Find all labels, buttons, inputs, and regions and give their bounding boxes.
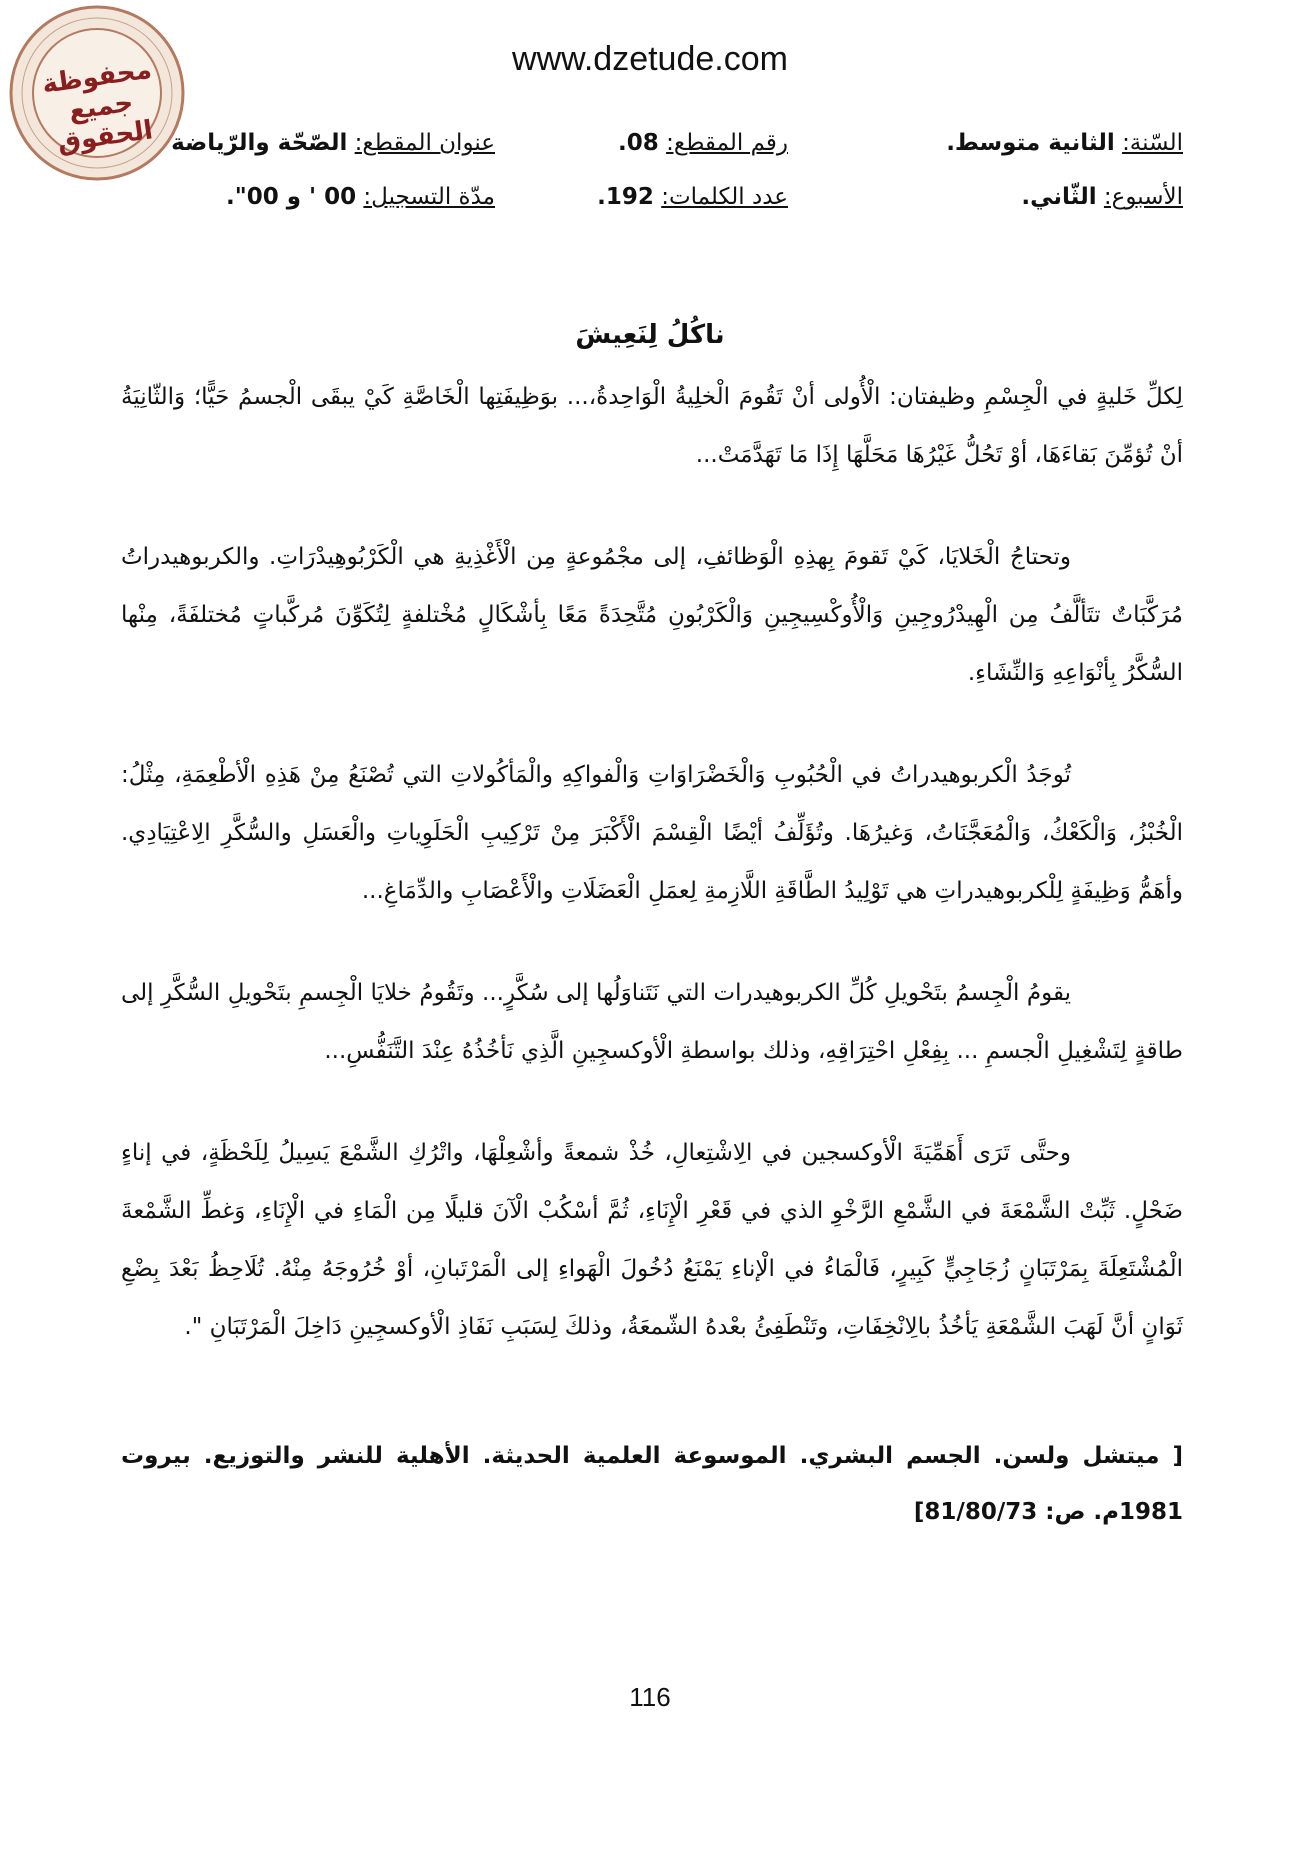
year-label: السّنة: bbox=[1122, 130, 1183, 156]
segment-number-value: 08. bbox=[618, 130, 659, 156]
segment-number-label: رقم المقطع: bbox=[666, 130, 788, 156]
word-count-value: 192. bbox=[597, 184, 654, 210]
segment-number-field bbox=[618, 130, 788, 156]
paragraph: تُوجَدُ الْكربوهيدراتُ في الْحُبُوبِ وَالْخَضْرَاوَاتِ وَالْفواكِهِ والْمَأكُولاتِ التي تُصْنَعُ مِنْ هَذِهِ الْأطْعِمَةِ، مِثْلُ: الْخُبْزُ، وَالْكَعْكُ، وَالْمُعَجَّنَاتُ، وَغيرُهَا. وتُؤَلِّفُ أيْضًا الْقِسْمَ الْأَكْبَرَ مِنْ تَرْكِيبِ الْحَلَوِياتِ والْعَسَلِ والسُّكَّرِ الِاعْتِيَادِي. وأهَمُّ وَظِيفَةٍ لِلْكربوهيدراتِ هي تَوْلِيدُ الطَّاقَةِ اللَّازِمةِ لِعمَلِ الْعَضَلَاتِ والْأَعْصَابِ والدِّمَاغِ... bbox=[121, 762, 1183, 904]
week-value: الثّاني. bbox=[1021, 184, 1097, 210]
text-title: ناكُلُ لِنَعِيشَ bbox=[575, 320, 725, 350]
week-label: الأسبوع: bbox=[1103, 184, 1183, 210]
stamp-text: محفوظة جميع الحقوق bbox=[40, 54, 155, 159]
duration-value: 00 ' و 00". bbox=[225, 184, 357, 210]
paragraph: يقومُ الْجِسمُ بتَحْويلِ كُلِّ الكربوهيدرات التي نَتَناوَلُها إلى سُكَّرٍ... وتَقُومُ خلايَا الْجِسمِ بتَحْويلِ السُّكَّرِ إلى طاقةٍ لِتَشْغِيلِ الْجسمِ ... بِفِعْلِ احْتِرَاقِهِ، وذلك بواسطةِ الْأوكسجِينِ الَّذِي نَأخُذُهُ عِنْدَ التَّنَفُّسِ... bbox=[121, 980, 1183, 1064]
meta-row-2 bbox=[117, 184, 1183, 220]
site-url: www.dzetude.com bbox=[512, 40, 788, 78]
word-count-label: عدد الكلمات: bbox=[661, 184, 788, 210]
duration-label: مدّة التسجيل: bbox=[363, 184, 495, 210]
duration-field bbox=[226, 184, 495, 210]
reference-citation: [ ميتشل ولسن. الجسم البشري. الموسوعة العلمية الحديثة. الأهلية للنشر والتوزيع. بيروت 1981م. ص: 81/80/73] bbox=[121, 1443, 1183, 1525]
word-count-field bbox=[597, 184, 788, 210]
paragraph: وتحتاجُ الْخَلايَا، كَيْ تَقومَ بِهذِهِ الْوَظائفِ، إلى مجْمُوعةٍ مِن الْأَغْذِيةِ هي الْكَرْبُوهِيدْرَاتِ. والكربوهيدراتُ مُرَكَّبَاتٌ تتَألَّفُ مِن الْهِيدْرُوجِينِ وَالْأُوكْسِيجِينِ وَالْكَرْبُونِ مُتَّحِدَةً مَعًا بِأشْكَالٍ مُخْتلفةٍ لِتُكَوِّنَ مُركَّباتٍ مُختلفَةً، مِنْها السُّكَّرُ بِأنْوَاعِهِ وَالنِّشَاءِ. bbox=[121, 544, 1183, 686]
meta-row-1 bbox=[117, 130, 1183, 166]
segment-title-field bbox=[171, 130, 495, 156]
year-value: الثانية متوسط. bbox=[946, 130, 1115, 156]
page-number: 116 bbox=[629, 1682, 671, 1712]
text-body bbox=[121, 368, 1183, 1400]
year-field bbox=[946, 130, 1183, 156]
week-field bbox=[1021, 184, 1183, 210]
paragraph: لِكلِّ خَليةٍ في الْجِسْمِ وظيفتان: الْأُولى أنْ تَقُومَ الْخلِيةُ الْوَاحِدةُ،... بوَظِيفَتِها الْخَاصَّةِ كَيْ يبقَى الْجسمُ حَيًّا؛ وَالثّانِيَةُ أنْ تُؤمِّنَ بَقاءَهَا، أوْ تَحُلُّ غَيْرُهَا مَحَلَّهَا إِذَا مَا تَهَدَّمَتْ... bbox=[121, 384, 1183, 468]
paragraph: وحتَّى تَرَى أَهَمِّيَةَ الْأوكسجين في الِاشْتِعالِ، خُذْ شمعةً وأشْعِلْهَا، واتْرُكِ الشَّمْعَ يَسِيلُ لِلَحْظَةٍ، في إناءٍ ضَحْلٍ. ثَبِّتْ الشَّمْعَةَ في الشَّمْعِ الرَّخْوِ الذي في قَعْرِ الْإِنَاءِ، ثُمَّ أسْكُبْ الْآنَ قليلًا مِن الْمَاءِ في الْإِنَاءِ، وَغطِّ الشَّمْعةَ الْمُشْتَعِلَةَ بِمَرْتَبَانٍ زُجَاجِيٍّ كَبِيرٍ، فَالْمَاءُ في الْإناءِ يَمْنَعُ دُخُولَ الْهَواءِ إلى الْمَرْتَبانِ، أوْ خُرُوجَهُ مِنْهُ. تُلَاحِظُ بَعْدَ بِضْعِ ثَوَانٍ أنَّ لَهَبَ الشَّمْعَةِ يَأخُذُ بالِانْخِفَاتِ، وتَنْطَفِئُ بعْدهُ الشّمعَةُ، وذلكَ لِسَبَبِ نَفَاذِ الْأوكسجِينِ دَاخِلَ الْمَرْتَبَانِ ". bbox=[121, 1140, 1183, 1340]
segment-title-label: عنوان المقطع: bbox=[354, 130, 495, 156]
segment-title-value: الصّحّة والرّياضة bbox=[171, 130, 348, 156]
